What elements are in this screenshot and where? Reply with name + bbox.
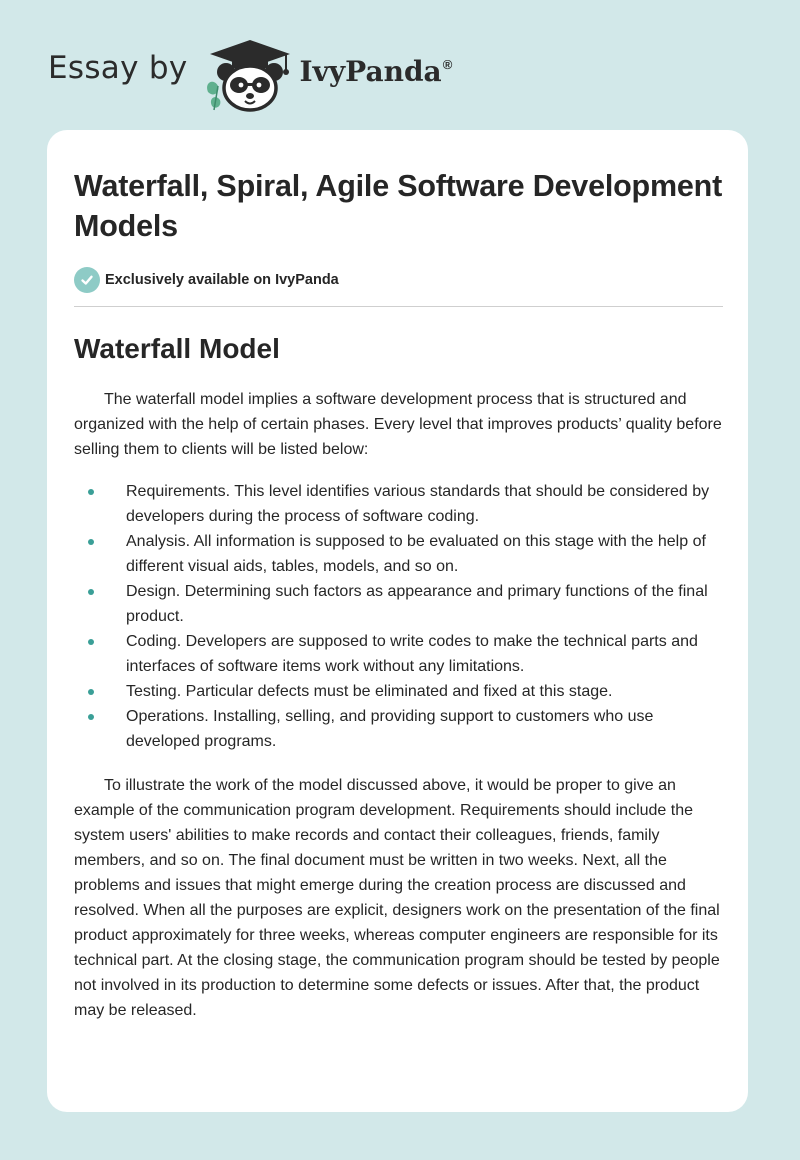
bullet-dot	[88, 539, 94, 545]
list-item-text: Operations. Installing, selling, and providing support to customers who use developed programs.	[126, 708, 654, 750]
bullet-list	[74, 479, 723, 754]
list-item	[74, 679, 723, 704]
bullet-dot	[88, 714, 94, 720]
list-item-text: Testing. Particular defects must be eliminated and fixed at this stage.	[126, 683, 613, 700]
bullet-dot	[88, 689, 94, 695]
bullet-dot	[88, 589, 94, 595]
brand-name: IvyPanda®	[299, 54, 453, 88]
badge-text: Exclusively available on IvyPanda	[105, 272, 339, 288]
essay-card	[47, 130, 748, 1112]
list-item	[74, 629, 723, 679]
list-item-text: Analysis. All information is supposed to be evaluated on this stage with the help of different visual aids, tables, models, and so on.	[126, 533, 706, 575]
bullet-dot	[88, 489, 94, 495]
list-item-text: Design. Determining such factors as appearance and primary functions of the final product.	[126, 583, 708, 625]
section-heading: Waterfall Model	[74, 333, 280, 364]
list-item	[74, 579, 723, 629]
brand-prefix: Essay by	[48, 50, 188, 86]
essay-content	[74, 166, 723, 1023]
registered-mark: ®	[442, 56, 453, 72]
panda-graduate-logo-icon	[202, 36, 298, 112]
brand-header[interactable]	[48, 36, 452, 112]
divider	[74, 306, 723, 307]
closing-paragraph: To illustrate the work of the model discussed above, it would be proper to give an example of the communication program development. Requirements should include the system users' abilities to make records and contact their colleagues, friends, family members, and so on. The final document must be written in two weeks. Next, all the problems and issues that might emerge during the creation process are discussed and resolved. When all the purposes are explicit, designers work on the presentation of the final product approximately for three weeks, whereas computer engineers are responsible for its technical part. At the closing stage, the communication program should be tested by people not involved in its production to determine some defects or issues. After that, the product may be released.	[74, 777, 720, 1019]
list-item	[74, 704, 723, 754]
essay-title: Waterfall, Spiral, Agile Software Development Models	[74, 169, 723, 243]
check-icon	[74, 267, 100, 293]
bullet-dot	[88, 639, 94, 645]
exclusive-badge	[74, 267, 723, 293]
list-item	[74, 529, 723, 579]
list-item-text: Requirements. This level identifies various standards that should be considered by developers during the process of software coding.	[126, 483, 710, 525]
list-item-text: Coding. Developers are supposed to write codes to make the technical parts and interfaces of software items work without any limitations.	[126, 633, 698, 675]
intro-paragraph: The waterfall model implies a software development process that is structured and organized with the help of certain phases. Every level that improves products’ quality before selling them to clients will be listed below:	[74, 391, 722, 458]
list-item	[74, 479, 723, 529]
